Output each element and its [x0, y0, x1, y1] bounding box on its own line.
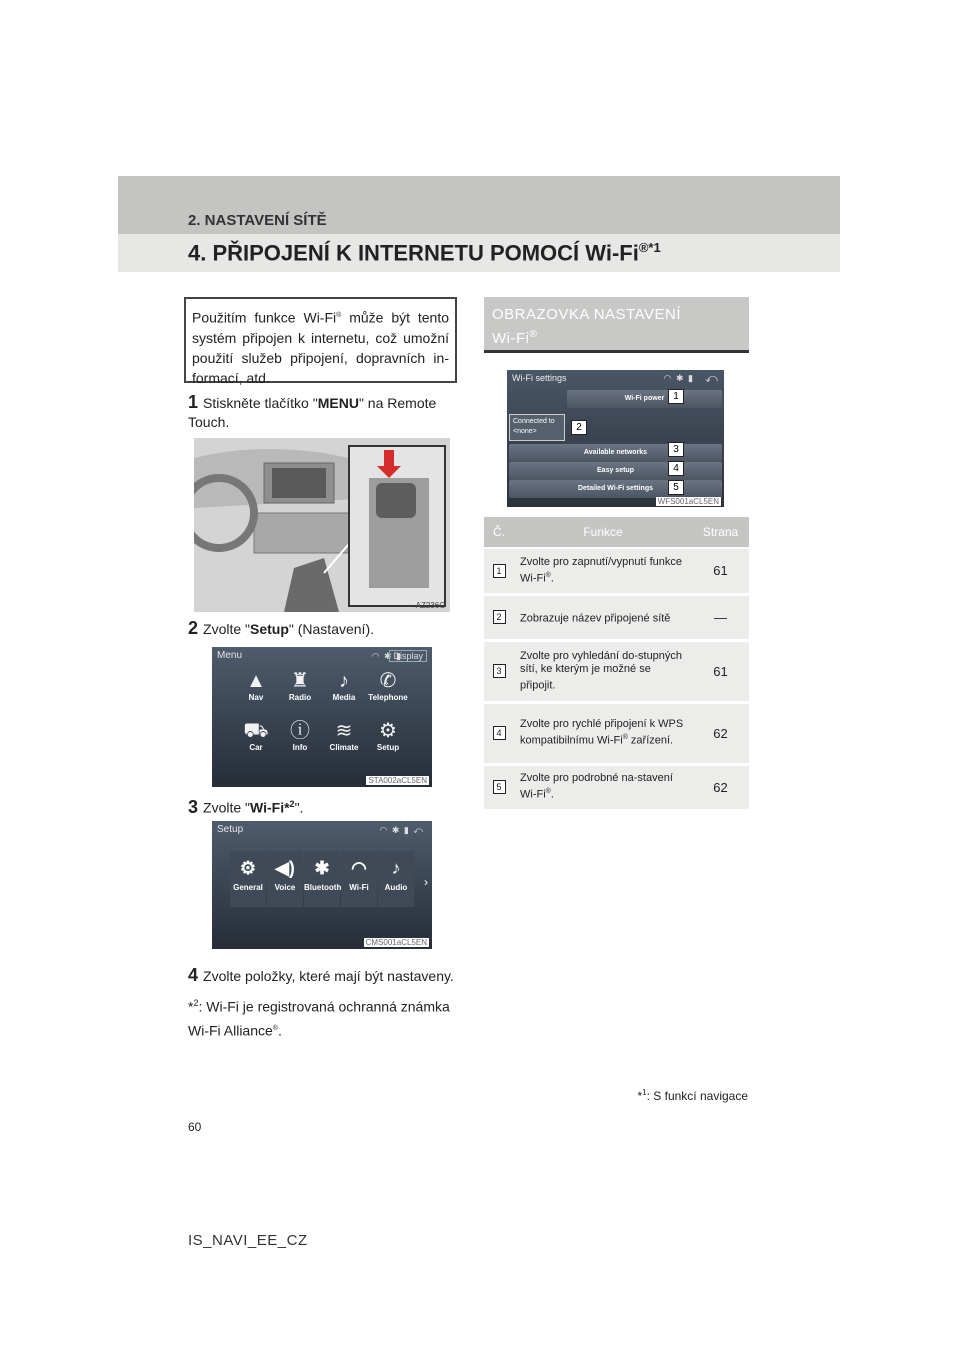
menu-car-button[interactable]: ⛟ Car: [234, 719, 278, 752]
callout-3: 3: [668, 442, 684, 457]
car-image-code: AZ236C: [415, 601, 445, 610]
menu-radio-button[interactable]: ♜ Radio: [278, 669, 322, 702]
callout-5: 5: [668, 480, 684, 495]
page-title: 4. PŘIPOJENÍ K INTERNETU POMOCÍ $Wi-Fi^{®*1}$: [188, 240, 661, 266]
status-icons: ◠ ✱ ▮: [663, 373, 694, 383]
step-3: 3 Zvolte "Wi-Fi*$^2$".: [188, 796, 304, 817]
menu-telephone-button[interactable]: ✆ Telephone: [366, 669, 410, 702]
chevron-right-icon[interactable]: ›: [424, 875, 428, 889]
menu-image-code: STA002aCL5EN: [368, 776, 427, 785]
page-number: 60: [188, 1120, 202, 1134]
detailed-wifi-settings-button[interactable]: Detailed Wi-Fi settings: [509, 480, 722, 498]
callout-4: 4: [668, 461, 684, 476]
footnote-2: *$^2$: Wi-Fi je registrovaná ochranná známka Wi-Fi Alliance®.: [188, 998, 450, 1039]
row-number-badge: 1: [493, 564, 506, 578]
setup-icon: ⚙: [379, 720, 397, 742]
connected-to-field: Connected to <none>: [509, 414, 565, 441]
back-icon[interactable]: ⤺: [705, 371, 718, 385]
row-number-badge: 4: [493, 726, 506, 740]
car-interior-image: [194, 438, 450, 612]
setup-image-code: CMS001aCL5EN: [365, 938, 427, 947]
row-number-badge: 3: [493, 664, 506, 678]
menu-media-button[interactable]: ♪ Media: [322, 669, 366, 702]
intro-box: Použitím funkce Wi-Fi® může být tento systém připojen k internetu, což umožní použití služeb připojení, dopravních in-formací, atd.: [184, 297, 457, 383]
step-2: 2 Zvolte "Setup" (Nastavení).: [188, 618, 374, 638]
setup-bluetooth-button[interactable]: ✱ Bluetooth: [304, 851, 340, 907]
wifi-icon: ◠: [351, 858, 367, 878]
table-row: 1 Zvolte pro zapnutí/vypnutí funkce Wi-Fi®. 61: [484, 548, 749, 594]
car-interior-illustration: [194, 438, 450, 612]
document-id: IS_NAVI_EE_CZ: [188, 1232, 308, 1249]
info-icon: ⓘ: [290, 720, 310, 742]
voice-icon: ◀): [275, 858, 295, 878]
function-table: [484, 517, 749, 812]
callout-2: 2: [571, 420, 587, 435]
table-row: 4 Zvolte pro rychlé připojení k WPS kompatibilnímu Wi-Fi® zařízení. 62: [484, 702, 749, 764]
menu-info-button[interactable]: ⓘ Info: [278, 719, 322, 752]
nav-icon: ▲: [246, 670, 266, 692]
settings-screen-heading: OBRAZOVKA NASTAVENÍ Wi-Fi®: [484, 297, 749, 353]
setup-audio-button[interactable]: ♪ Audio: [378, 851, 414, 907]
status-icons: ◠ ✱ ▮ ⤺: [379, 825, 424, 835]
media-icon: ♪: [339, 670, 349, 692]
wifi-power-button[interactable]: Wi-Fi power: [567, 390, 722, 408]
telephone-icon: ✆: [379, 670, 397, 692]
step-4: 4 Zvolte položky, které mají být nastaveny.: [188, 965, 454, 985]
available-networks-button[interactable]: Available networks: [509, 444, 722, 462]
wifi-image-code: WFS001aCL5EN: [657, 497, 719, 506]
setup-general-button[interactable]: ⚙ General: [230, 851, 266, 907]
section-label: 2. NASTAVENÍ SÍTĚ: [188, 212, 327, 229]
display-button[interactable]: Display: [389, 650, 427, 662]
setup-wifi-button[interactable]: ◠ Wi-Fi: [341, 851, 377, 907]
menu-nav-button[interactable]: ▲ Nav: [234, 669, 278, 702]
wifi-screen-title: Wi-Fi settings: [512, 373, 567, 383]
radio-icon: ♜: [291, 670, 309, 692]
menu-screen-title: Menu: [217, 650, 243, 661]
table-header: Č. Funkce Strana: [484, 517, 749, 548]
menu-screen-image: [212, 647, 432, 787]
wifi-settings-screen-image: [507, 370, 724, 507]
menu-setup-button[interactable]: ⚙ Setup: [366, 719, 410, 752]
callout-1: 1: [668, 389, 684, 404]
step-1: 1 Stiskněte tlačítko "MENU" na Remote Touch.: [188, 392, 437, 430]
menu-climate-button[interactable]: ≋ Climate: [322, 719, 366, 752]
easy-setup-button[interactable]: Easy setup: [509, 462, 722, 480]
setup-screen-title: Setup: [217, 824, 244, 835]
table-row: 3 Zvolte pro vyhledání do-stupných sítí, ke kterým je možné se připojit. 61: [484, 640, 749, 702]
bluetooth-icon: ✱: [314, 858, 330, 878]
status-icons: ◠ ✱ ▮: [371, 651, 402, 661]
table-row: 2 Zobrazuje název připojené sítě —: [484, 594, 749, 640]
car-icon: ⛟: [243, 720, 269, 742]
row-number-badge: 2: [493, 610, 506, 624]
row-number-badge: 5: [493, 780, 506, 794]
setup-screen-image: [212, 821, 432, 949]
table-row: 5 Zvolte pro podrobné na-stavení Wi-Fi®. 62: [484, 764, 749, 810]
setup-voice-button[interactable]: ◀) Voice: [267, 851, 303, 907]
climate-icon: ≋: [335, 720, 353, 742]
general-icon: ⚙: [239, 858, 257, 878]
footnote-1: *$^1$: S funkcí navigace: [637, 1088, 748, 1103]
audio-icon: ♪: [391, 858, 401, 878]
